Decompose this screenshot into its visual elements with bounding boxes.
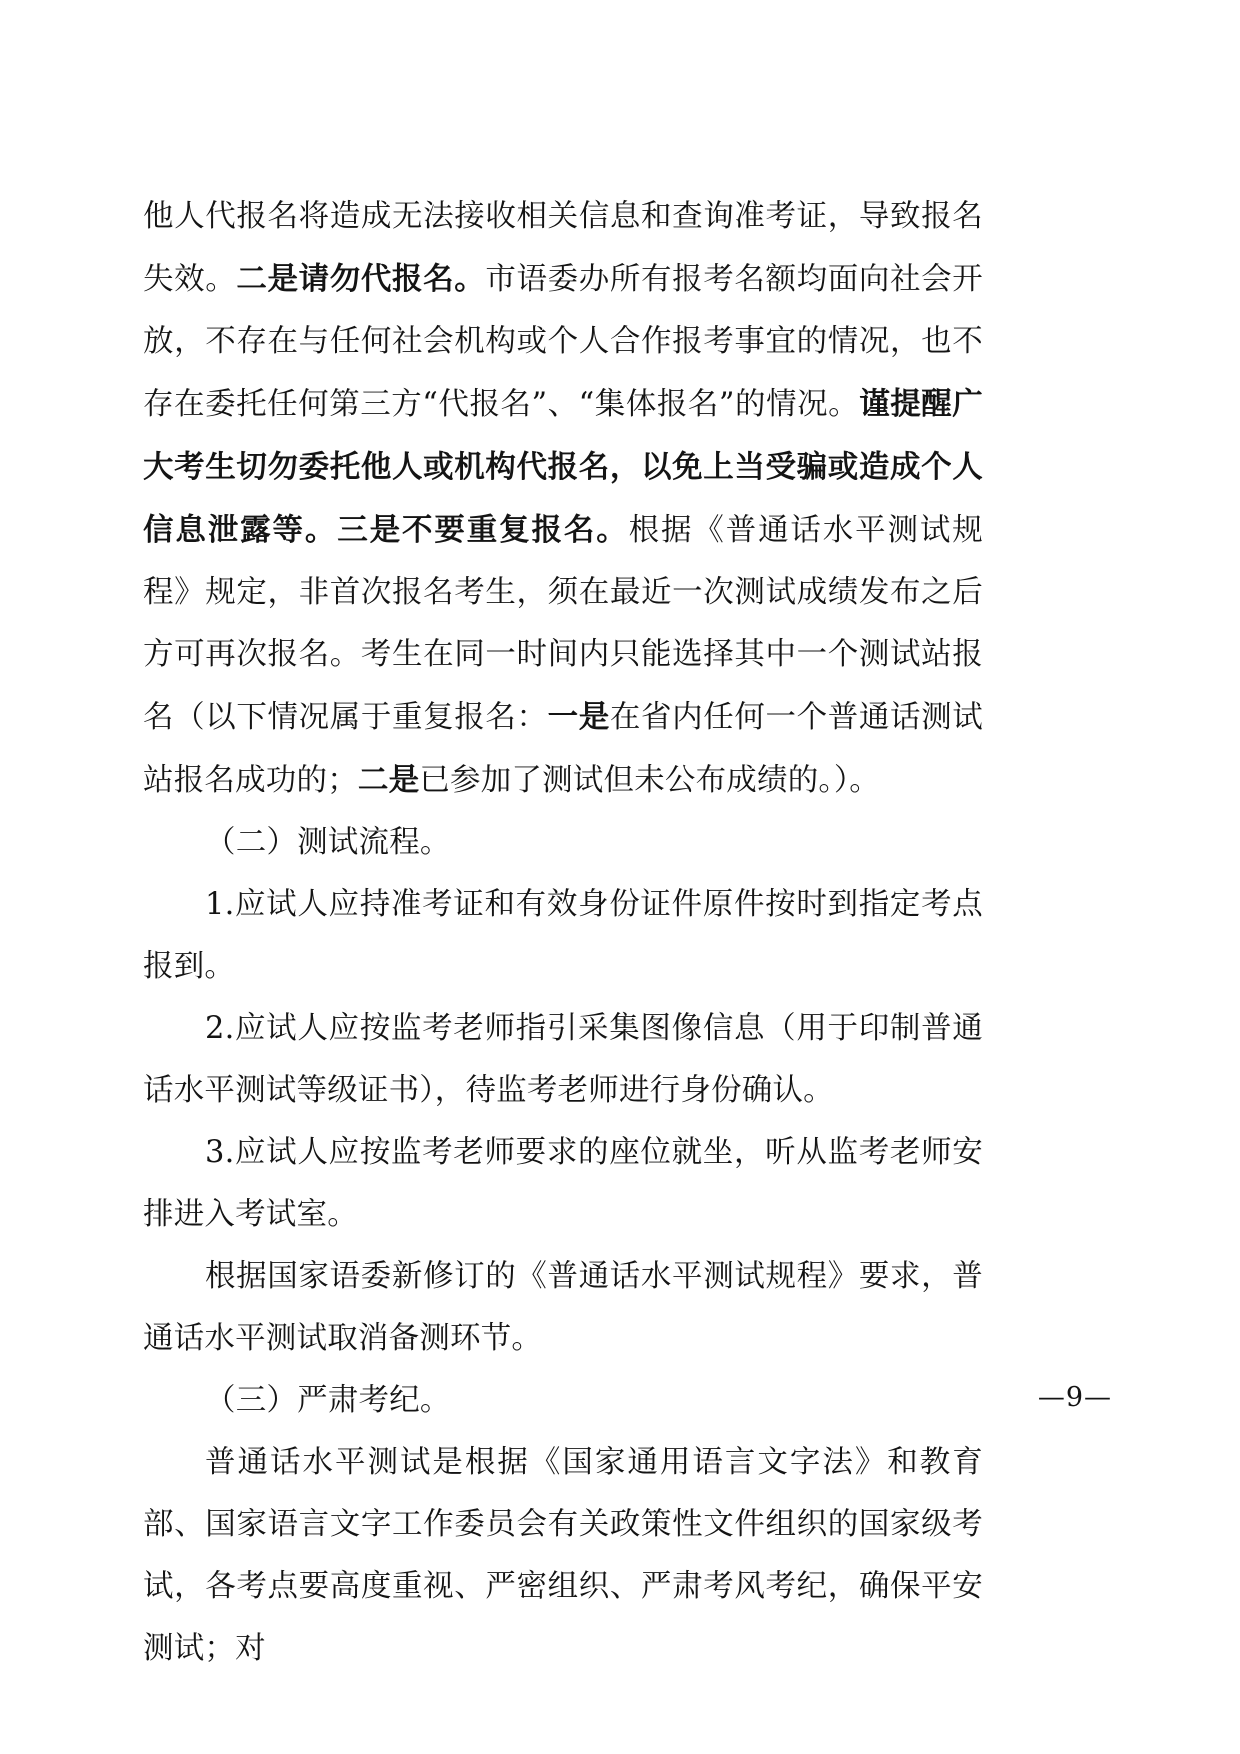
text-run: 已参加了测试但未公布成绩的。）。 <box>419 763 881 798</box>
text-run: 在省内任何一个普通话测试站报名成功的； <box>143 700 983 798</box>
para-step-3 <box>143 1122 983 1246</box>
emphasis-run: 二是请勿代报名。 <box>236 261 486 297</box>
para-step-2 <box>143 998 983 1122</box>
para-no-prep-session <box>143 1246 983 1370</box>
para-section-two-heading <box>143 812 983 874</box>
para-section-three-heading <box>143 1370 983 1432</box>
text-run: 普通话水平测试是根据《国家通用语言文字法》和教育部、国家语言文字工作委员会有关政策性文件组织的国家级考试，各考点要高度重视、严密组织、严肃考风考纪，确保平安测试；对 <box>143 1445 983 1666</box>
text-run: 2.应试人应按监考老师指引采集图像信息（用于印制普通话水平测试等级证书），待监考老师进行身份确认。 <box>143 1011 983 1108</box>
page-number: —9— <box>1037 1382 1112 1413</box>
text-run: 根据《普通话水平测试规程》规定，非首次报名考生，须在最近一次测试成绩发布之后方可再次报名。考生在同一时间内只能选择其中一个测试站报名（以下情况属于重复报名： <box>143 513 983 735</box>
para-exam-discipline <box>143 1432 983 1680</box>
text-run: 市语委办所有报考名额均面向社会开放，不存在与任何社会机构或个人合作报考事宜的情况，也不存在委托任何第三方“代报名”、“集体报名”的情况。 <box>143 262 983 422</box>
text-run: （二）测试流程。 <box>205 825 451 860</box>
text-run: 根据国家语委新修订的《普通话水平测试规程》要求，普通话水平测试取消备测环节。 <box>143 1259 983 1356</box>
text-run: 1.应试人应持准考证和有效身份证件原件按时到指定考点报到。 <box>143 887 983 984</box>
emphasis-run: 二是 <box>357 762 420 798</box>
text-run: 他人代报名将造成无法接收相关信息和查询准考证，导致报名失效。 <box>143 199 983 297</box>
emphasis-run: 谨提醒广大考生切勿委托他人或机构代报名，以免上当受骗或造成个人信息泄露等。三是不要重复报名。 <box>143 386 983 548</box>
para-registration-warnings <box>143 186 983 812</box>
document-body <box>143 186 983 1680</box>
para-step-1 <box>143 874 983 998</box>
emphasis-run: 一是 <box>547 699 610 735</box>
text-run: 3.应试人应按监考老师要求的座位就坐，听从监考老师安排进入考试室。 <box>143 1135 983 1232</box>
text-run: （三）严肃考纪。 <box>205 1383 451 1418</box>
